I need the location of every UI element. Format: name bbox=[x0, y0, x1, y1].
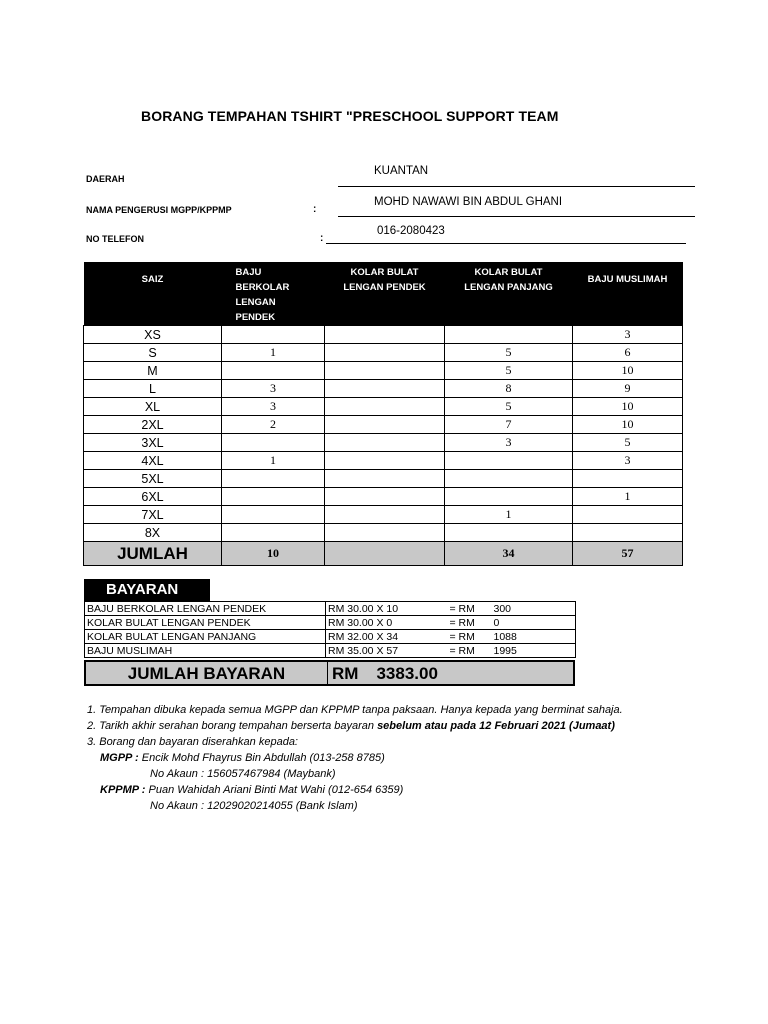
table-row bbox=[84, 380, 683, 398]
total-kolar-pendek bbox=[325, 542, 445, 566]
cell-baju-berkolar[interactable]: 3 bbox=[222, 380, 325, 398]
mgpp-contact: MGPP : Encik Mohd Fhayrus Bin Abdullah (013-258 8785) bbox=[100, 752, 385, 764]
cell-baju-berkolar[interactable]: 1 bbox=[222, 344, 325, 362]
pengerusi-label: NAMA PENGERUSI MGPP/KPPMP bbox=[86, 205, 232, 215]
total-size: JUMLAH bbox=[84, 542, 222, 566]
cell-baju-berkolar[interactable] bbox=[222, 488, 325, 506]
cell-muslimah[interactable]: 1 bbox=[573, 488, 683, 506]
total-payment-value: RM 3383.00 bbox=[332, 664, 438, 683]
cell-size[interactable]: XL bbox=[84, 398, 222, 416]
cell-baju-berkolar[interactable] bbox=[222, 326, 325, 344]
cell-muslimah[interactable] bbox=[573, 524, 683, 542]
table-row bbox=[84, 326, 683, 344]
payment-item-calc: RM 32.00 X 34 bbox=[326, 630, 448, 644]
table-row bbox=[84, 434, 683, 452]
header-kolar-pendek: KOLAR BULAT LENGAN PENDEK bbox=[325, 262, 445, 326]
pengerusi-underline bbox=[338, 216, 695, 217]
payment-row bbox=[85, 602, 576, 616]
pengerusi-colon: : bbox=[313, 204, 317, 215]
cell-muslimah[interactable] bbox=[573, 470, 683, 488]
pengerusi-value[interactable]: MOHD NAWAWI BIN ABDUL GHANI bbox=[374, 196, 563, 208]
table-row bbox=[84, 362, 683, 380]
cell-size[interactable]: L bbox=[84, 380, 222, 398]
cell-kolar-panjang[interactable] bbox=[445, 326, 573, 344]
cell-size[interactable]: 2XL bbox=[84, 416, 222, 434]
cell-size[interactable]: XS bbox=[84, 326, 222, 344]
cell-baju-berkolar[interactable]: 2 bbox=[222, 416, 325, 434]
cell-kolar-pendek[interactable] bbox=[325, 362, 445, 380]
kppmp-contact: KPPMP : Puan Wahidah Ariani Binti Mat Wahi (012-654 6359) bbox=[100, 784, 404, 796]
cell-kolar-pendek[interactable] bbox=[325, 416, 445, 434]
table-row bbox=[84, 524, 683, 542]
table-row bbox=[84, 398, 683, 416]
table-row bbox=[84, 488, 683, 506]
cell-muslimah[interactable]: 6 bbox=[573, 344, 683, 362]
cell-size[interactable]: 6XL bbox=[84, 488, 222, 506]
total-kolar-panjang: 34 bbox=[445, 542, 573, 566]
cell-kolar-pendek[interactable] bbox=[325, 506, 445, 524]
note-1: 1. Tempahan dibuka kepada semua MGPP dan KPPMP tanpa paksaan. Hanya kepada yang berminat sahaja. bbox=[87, 704, 623, 716]
cell-kolar-pendek[interactable] bbox=[325, 326, 445, 344]
cell-baju-berkolar[interactable] bbox=[222, 506, 325, 524]
daerah-label: DAERAH bbox=[86, 174, 125, 184]
table-row bbox=[84, 506, 683, 524]
payment-item-amount: 0 bbox=[488, 616, 576, 630]
table-row bbox=[84, 416, 683, 434]
header-muslimah: BAJU MUSLIMAH bbox=[573, 262, 683, 326]
payment-item-amount: 1088 bbox=[488, 630, 576, 644]
telefon-value[interactable]: 016-2080423 bbox=[377, 225, 445, 237]
payment-item-name: BAJU MUSLIMAH bbox=[85, 644, 326, 658]
total-baju-berkolar: 10 bbox=[222, 542, 325, 566]
payment-table bbox=[84, 601, 576, 658]
payment-row bbox=[85, 616, 576, 630]
cell-baju-berkolar[interactable] bbox=[222, 362, 325, 380]
table-header-row bbox=[84, 262, 683, 326]
total-payment-row bbox=[84, 660, 575, 686]
cell-kolar-pendek[interactable] bbox=[325, 470, 445, 488]
cell-kolar-pendek[interactable] bbox=[325, 524, 445, 542]
cell-kolar-panjang[interactable]: 8 bbox=[445, 380, 573, 398]
cell-baju-berkolar[interactable] bbox=[222, 434, 325, 452]
payment-row bbox=[85, 644, 576, 658]
cell-size[interactable]: 5XL bbox=[84, 470, 222, 488]
total-muslimah: 57 bbox=[573, 542, 683, 566]
payment-item-amount: 1995 bbox=[488, 644, 576, 658]
cell-kolar-panjang[interactable]: 5 bbox=[445, 398, 573, 416]
payment-item-eq: = RM bbox=[448, 616, 488, 630]
cell-baju-berkolar[interactable]: 3 bbox=[222, 398, 325, 416]
table-row bbox=[84, 452, 683, 470]
cell-kolar-panjang[interactable]: 1 bbox=[445, 506, 573, 524]
telefon-colon: : bbox=[320, 233, 324, 244]
cell-size[interactable]: 8X bbox=[84, 524, 222, 542]
cell-kolar-panjang[interactable]: 7 bbox=[445, 416, 573, 434]
size-table bbox=[83, 262, 683, 566]
cell-baju-berkolar[interactable]: 1 bbox=[222, 452, 325, 470]
cell-muslimah[interactable]: 10 bbox=[573, 362, 683, 380]
cell-size[interactable]: M bbox=[84, 362, 222, 380]
cell-kolar-pendek[interactable] bbox=[325, 344, 445, 362]
payment-item-eq: = RM bbox=[448, 602, 488, 616]
payment-item-name: BAJU BERKOLAR LENGAN PENDEK bbox=[85, 602, 326, 616]
cell-muslimah[interactable]: 10 bbox=[573, 416, 683, 434]
telefon-underline bbox=[326, 243, 686, 244]
header-kolar-panjang: KOLAR BULAT LENGAN PANJANG bbox=[445, 262, 573, 326]
cell-kolar-panjang[interactable] bbox=[445, 524, 573, 542]
form-title: BORANG TEMPAHAN TSHIRT "PRESCHOOL SUPPORT TEAM bbox=[141, 108, 559, 124]
cell-size[interactable]: 4XL bbox=[84, 452, 222, 470]
telefon-label: NO TELEFON bbox=[86, 234, 144, 244]
table-row bbox=[84, 470, 683, 488]
payment-item-name: KOLAR BULAT LENGAN PANJANG bbox=[85, 630, 326, 644]
kppmp-account: No Akaun : 12029020214055 (Bank Islam) bbox=[150, 800, 358, 812]
cell-size[interactable]: S bbox=[84, 344, 222, 362]
mgpp-account: No Akaun : 156057467984 (Maybank) bbox=[150, 768, 336, 780]
payment-item-amount: 300 bbox=[488, 602, 576, 616]
cell-muslimah[interactable]: 3 bbox=[573, 326, 683, 344]
payment-item-eq: = RM bbox=[448, 644, 488, 658]
cell-kolar-panjang[interactable]: 5 bbox=[445, 344, 573, 362]
cell-kolar-pendek[interactable] bbox=[325, 434, 445, 452]
cell-size[interactable]: 3XL bbox=[84, 434, 222, 452]
cell-kolar-panjang[interactable] bbox=[445, 470, 573, 488]
cell-kolar-panjang[interactable] bbox=[445, 488, 573, 506]
payment-row bbox=[85, 630, 576, 644]
payment-item-eq: = RM bbox=[448, 630, 488, 644]
payment-item-calc: RM 30.00 X 10 bbox=[326, 602, 448, 616]
cell-kolar-pendek[interactable] bbox=[325, 452, 445, 470]
payment-item-calc: RM 30.00 X 0 bbox=[326, 616, 448, 630]
cell-baju-berkolar[interactable] bbox=[222, 524, 325, 542]
cell-muslimah[interactable]: 5 bbox=[573, 434, 683, 452]
notes bbox=[87, 702, 623, 814]
cell-kolar-pendek[interactable] bbox=[325, 398, 445, 416]
daerah-value[interactable]: KUANTAN bbox=[374, 165, 429, 177]
cell-size[interactable]: 7XL bbox=[84, 506, 222, 524]
cell-kolar-panjang[interactable] bbox=[445, 452, 573, 470]
total-row bbox=[84, 542, 683, 566]
total-payment-label: JUMLAH BAYARAN bbox=[86, 662, 328, 684]
daerah-underline bbox=[338, 186, 695, 187]
cell-kolar-panjang[interactable]: 5 bbox=[445, 362, 573, 380]
cell-muslimah[interactable]: 10 bbox=[573, 398, 683, 416]
cell-kolar-panjang[interactable]: 3 bbox=[445, 434, 573, 452]
cell-muslimah[interactable] bbox=[573, 506, 683, 524]
note-3: 3. Borang dan bayaran diserahkan kepada: bbox=[87, 736, 298, 748]
note-2: 2. Tarikh akhir serahan borang tempahan berserta bayaran sebelum atau pada 12 Februari 2021 (Jumaat) bbox=[87, 720, 615, 732]
payment-item-calc: RM 35.00 X 57 bbox=[326, 644, 448, 658]
bayaran-heading: BAYARAN bbox=[84, 579, 210, 601]
header-saiz: SAIZ bbox=[84, 262, 222, 326]
cell-muslimah[interactable]: 3 bbox=[573, 452, 683, 470]
header-baju-berkolar: BAJU BERKOLAR LENGAN PENDEK bbox=[222, 262, 325, 326]
payment-item-name: KOLAR BULAT LENGAN PENDEK bbox=[85, 616, 326, 630]
cell-kolar-pendek[interactable] bbox=[325, 488, 445, 506]
table-row bbox=[84, 344, 683, 362]
cell-muslimah[interactable]: 9 bbox=[573, 380, 683, 398]
cell-baju-berkolar[interactable] bbox=[222, 470, 325, 488]
cell-kolar-pendek[interactable] bbox=[325, 380, 445, 398]
